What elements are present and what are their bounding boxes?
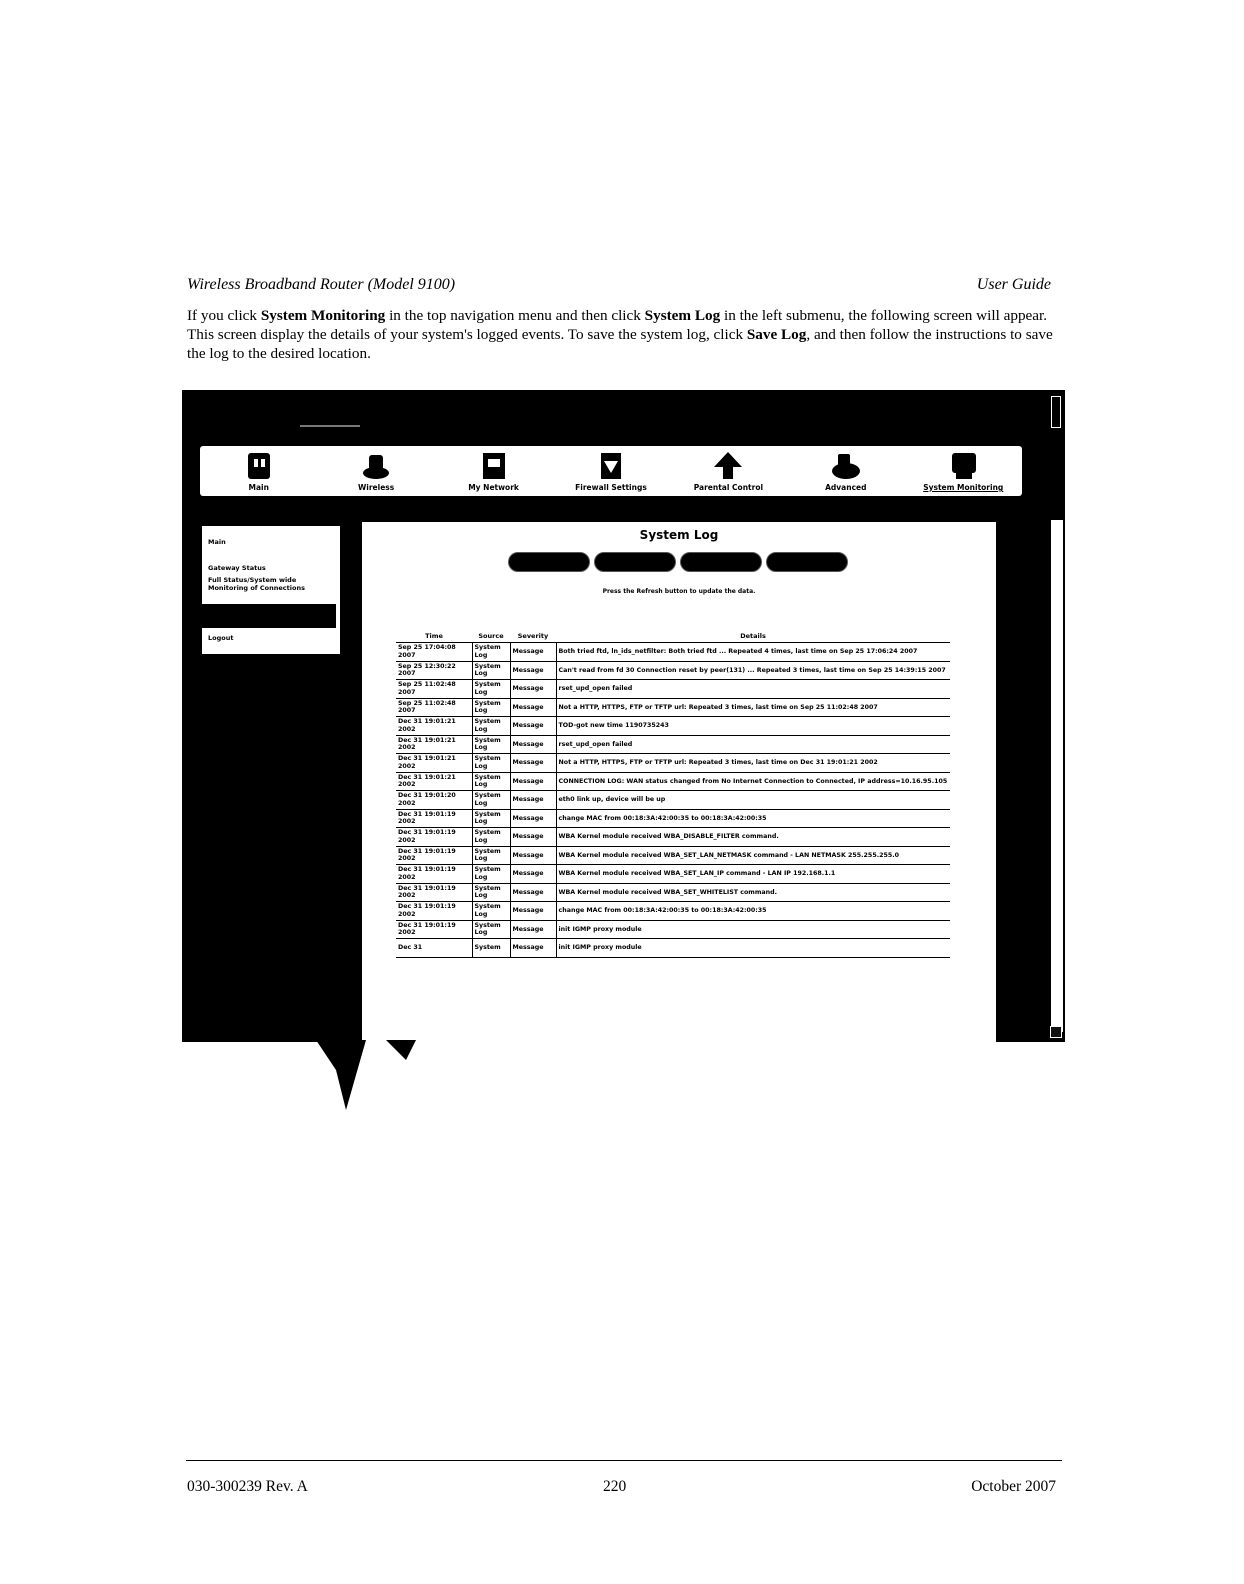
footer-left: 030-300239 Rev. A xyxy=(187,1478,308,1495)
submenu-full-status[interactable]: Full Status/System wide Monitoring of Connections xyxy=(208,576,305,592)
table-row: Sep 25 12:30:22 2007 System Log Message Can't read from fd 30 Connection reset by peer(131) ... Repeated 3 times, last time on Sep 25 14:39:15 2007 xyxy=(396,661,950,680)
footer-right: October 2007 xyxy=(971,1478,1056,1495)
scrollbar-thumb[interactable] xyxy=(1050,1026,1062,1038)
submenu-main[interactable]: Main xyxy=(208,538,226,546)
nav-label-firewall-settings: Firewall Settings xyxy=(575,483,647,492)
wireless-icon xyxy=(361,451,391,481)
router-screenshot xyxy=(182,390,1065,1042)
system-monitoring-term: System Monitoring xyxy=(260,307,386,324)
monitoring-icon xyxy=(948,451,978,481)
action-button-1[interactable] xyxy=(508,552,590,572)
main-panel xyxy=(362,522,996,1042)
nav-label-my-network: My Network xyxy=(468,483,519,492)
table-row: Sep 25 17:04:08 2007 System Log Message Both tried ftd, ln_ids_netfilter: Both tried ftd ... Repeated 4 times, last time on Sep 25 17:06:24 2007 xyxy=(396,643,950,662)
system-log-table xyxy=(396,630,950,958)
log-rows xyxy=(396,643,950,958)
network-icon xyxy=(479,451,509,481)
table-row: Dec 31 19:01:19 2002 System Log Message WBA Kernel module received WBA_SET_WHITELIST command. xyxy=(396,883,950,902)
submenu-gateway-status[interactable]: Gateway Status xyxy=(208,564,266,572)
left-submenu xyxy=(202,526,340,654)
col-details: Details xyxy=(556,630,950,643)
system-log-term: System Log xyxy=(644,307,721,324)
advanced-icon xyxy=(831,451,861,481)
table-row: Dec 31 19:01:19 2002 System Log Message init IGMP proxy module xyxy=(396,920,950,939)
header-left: Wireless Broadband Router (Model 9100) xyxy=(187,276,456,293)
table-row: Sep 25 11:02:48 2007 System Log Message rset_upd_open failed xyxy=(396,680,950,699)
refresh-note: Press the Refresh button to update the data. xyxy=(602,588,756,595)
page-title: System Log xyxy=(639,528,719,542)
nav-item-firewall-settings[interactable] xyxy=(552,446,669,496)
submenu-system-log-active[interactable] xyxy=(202,604,336,628)
nav-item-main[interactable] xyxy=(200,446,317,496)
table-row: Sep 25 11:02:48 2007 System Log Message Not a HTTP, HTTPS, FTP or TFTP url: Repeated 3 times, last time on Sep 25 11:02:48 2007 xyxy=(396,698,950,717)
save-log-term: Save Log xyxy=(746,326,807,343)
footer-rule xyxy=(186,1460,1062,1461)
table-row: Dec 31 19:01:19 2002 System Log Message change MAC from 00:18:3A:42:00:35 to 00:18:3A:42:00:35 xyxy=(396,809,950,828)
nav-item-my-network[interactable] xyxy=(435,446,552,496)
table-row: Dec 31 19:01:19 2002 System Log Message change MAC from 00:18:3A:42:00:35 to 00:18:3A:42:00:35 xyxy=(396,902,950,921)
table-row: Dec 31 19:01:20 2002 System Log Message eth0 link up, device will be up xyxy=(396,791,950,810)
intro-paragraph: If you click System Monitoring in the top navigation menu and then click System Log in the left submenu, the following screen will appear. This screen display the details of your system's logged events. To save the system log, click Save Log, and then follow the instructions to save the log to the desired location. xyxy=(187,307,1053,362)
nav-label-advanced: Advanced xyxy=(825,483,867,492)
col-time: Time xyxy=(396,630,472,643)
submenu-logout[interactable]: Logout xyxy=(208,634,234,642)
nav-label-main: Main xyxy=(248,483,269,492)
action-button-3[interactable] xyxy=(680,552,762,572)
top-navigation xyxy=(200,446,1022,496)
scan-artifact-shape xyxy=(316,1040,426,1120)
header-right: User Guide xyxy=(976,276,1051,293)
table-row: Dec 31 19:01:19 2002 System Log Message WBA Kernel module received WBA_DISABLE_FILTER command. xyxy=(396,828,950,847)
scrollbar[interactable] xyxy=(1051,520,1063,1032)
page-number: 220 xyxy=(603,1478,627,1495)
action-button-2[interactable] xyxy=(594,552,676,572)
table-row: Dec 31 19:01:21 2002 System Log Message rset_upd_open failed xyxy=(396,735,950,754)
firewall-icon xyxy=(596,451,626,481)
nav-item-advanced[interactable] xyxy=(787,446,904,496)
col-source: Source xyxy=(472,630,510,643)
nav-label-wireless: Wireless xyxy=(358,483,395,492)
table-row: Dec 31 19:01:19 2002 System Log Message WBA Kernel module received WBA_SET_LAN_NETMASK command - LAN NETMASK 255.255.255.0 xyxy=(396,846,950,865)
table-row: Dec 31 19:01:21 2002 System Log Message TOD-got new time 1190735243 xyxy=(396,717,950,736)
action-button-4[interactable] xyxy=(766,552,848,572)
main-icon xyxy=(244,451,274,481)
scrollbar-top[interactable] xyxy=(1051,396,1061,428)
table-row: Dec 31 19:01:21 2002 System Log Message Not a HTTP, HTTPS, FTP or TFTP url: Repeated 3 times, last time on Dec 31 19:01:21 2002 xyxy=(396,754,950,773)
nav-item-system-monitoring[interactable] xyxy=(905,446,1022,496)
parental-icon xyxy=(713,451,743,481)
table-row: Dec 31 System Message init IGMP proxy module xyxy=(396,939,950,958)
nav-label-parental-control: Parental Control xyxy=(693,483,764,492)
table-row: Dec 31 19:01:19 2002 System Log Message WBA Kernel module received WBA_SET_LAN_IP command - LAN IP 192.168.1.1 xyxy=(396,865,950,884)
brand-logo xyxy=(300,420,370,435)
nav-item-wireless[interactable] xyxy=(317,446,434,496)
col-severity: Severity xyxy=(510,630,556,643)
table-row: Dec 31 19:01:21 2002 System Log Message CONNECTION LOG: WAN status changed from No Internet Connection to Connected, IP address=10.16.95.105 xyxy=(396,772,950,791)
nav-label-system-monitoring: System Monitoring xyxy=(923,483,1004,492)
nav-item-parental-control[interactable] xyxy=(670,446,787,496)
button-row xyxy=(508,552,848,572)
